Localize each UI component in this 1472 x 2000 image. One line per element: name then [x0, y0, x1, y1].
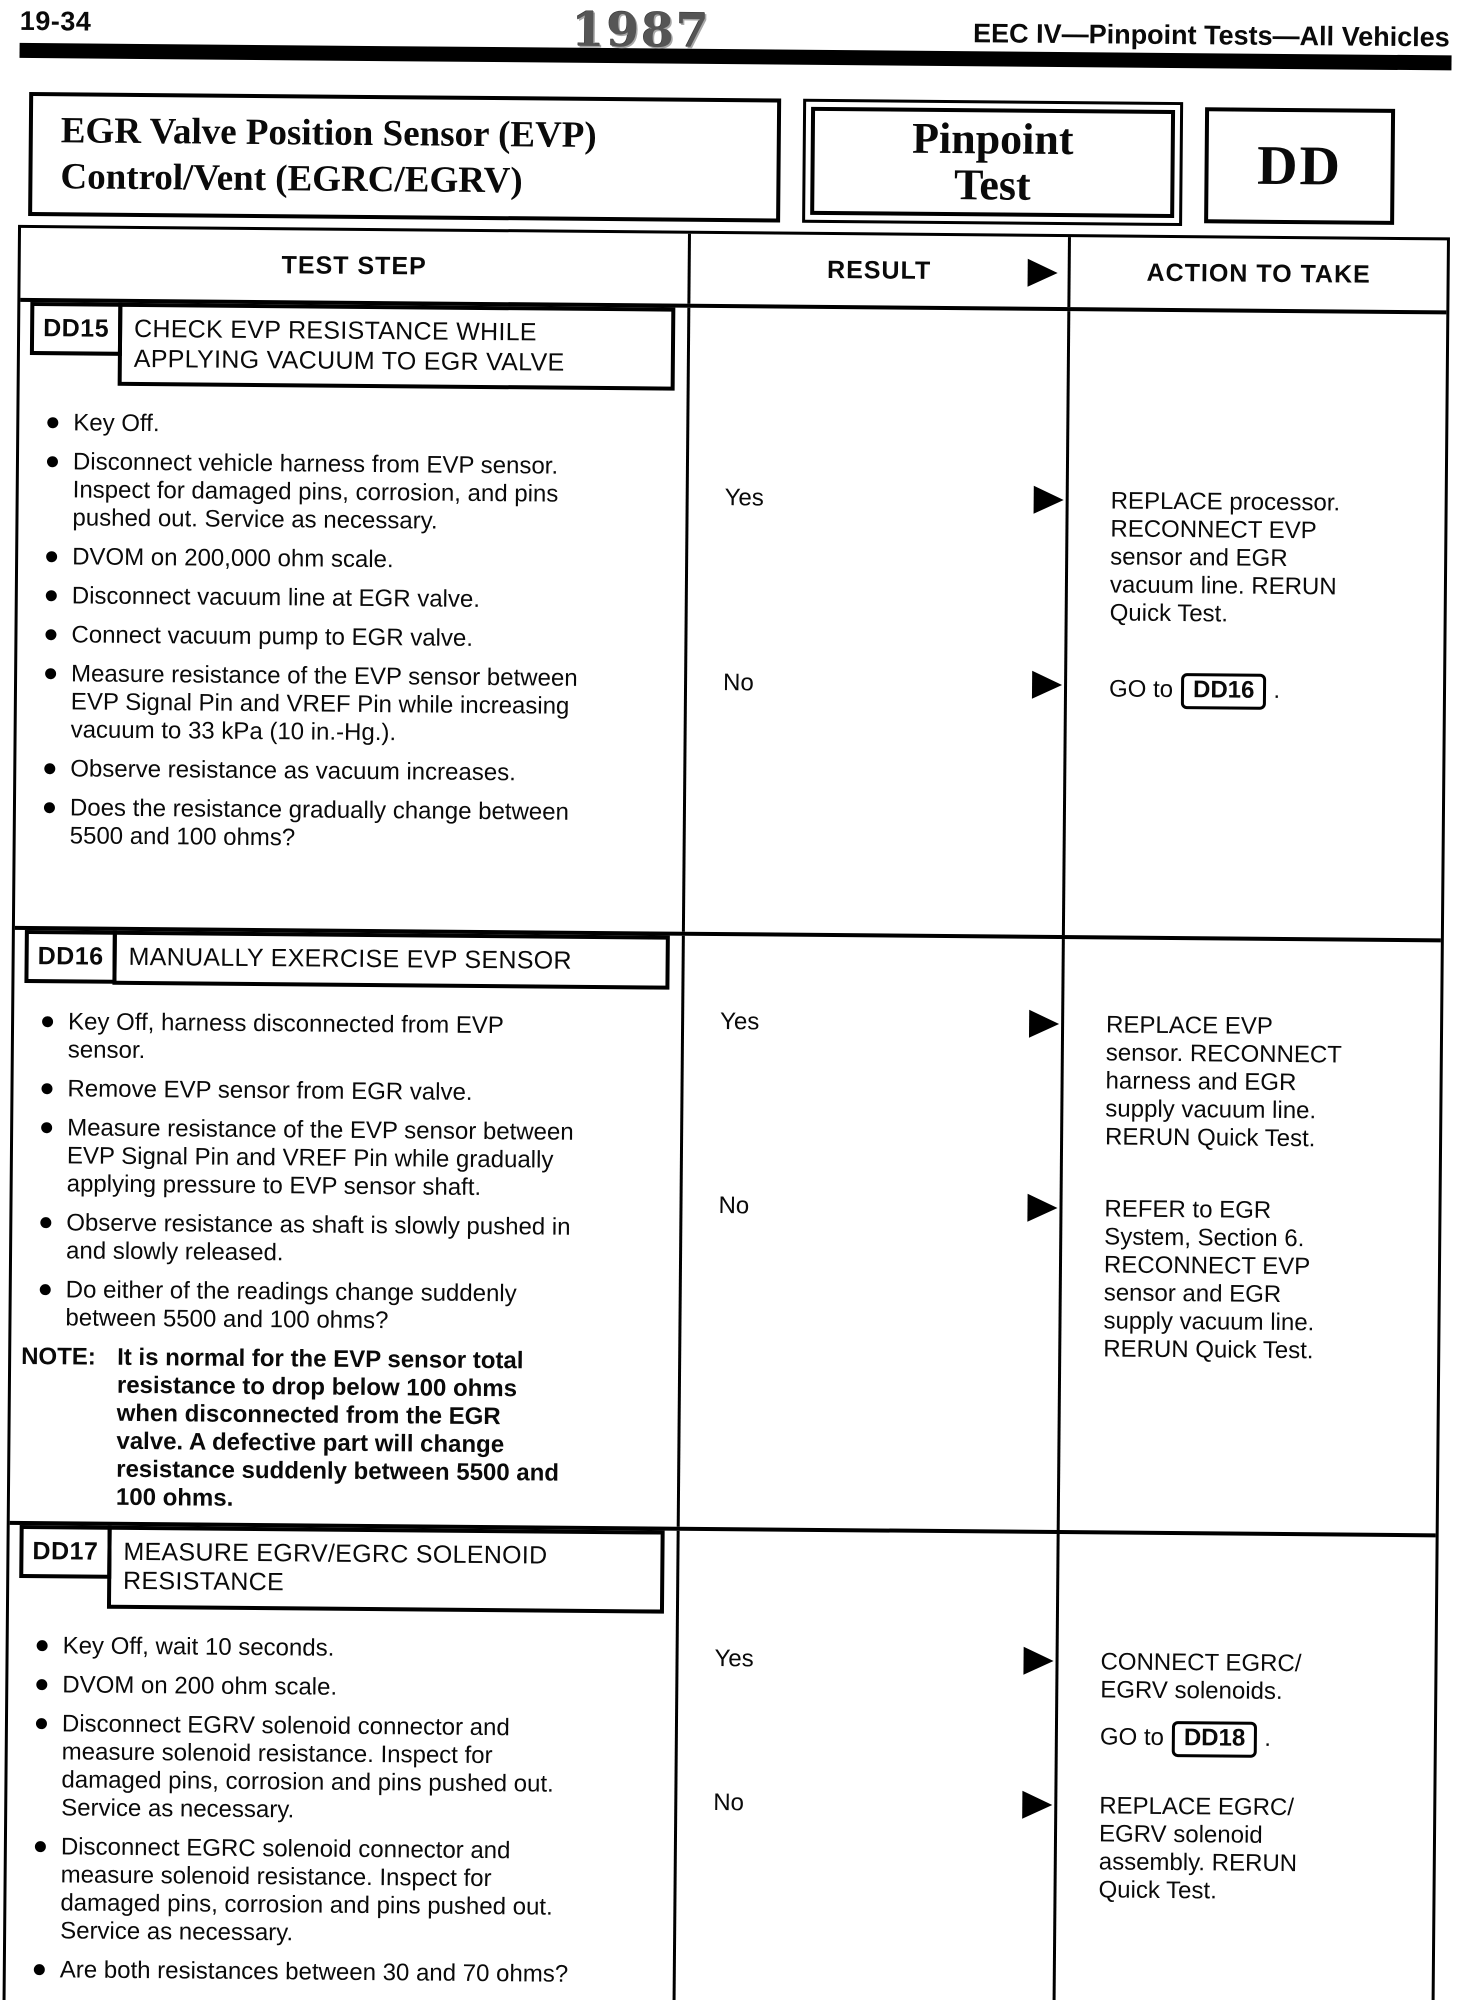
- pinpoint-test-box: [802, 99, 1183, 226]
- action-cell: [1065, 311, 1446, 938]
- test-step-item: [23, 1074, 668, 1108]
- step-text: Connect vacuum pump to EGR valve.: [71, 621, 474, 652]
- result-arrow-icon: [1027, 1194, 1057, 1222]
- result-arrow-icon: [1022, 1790, 1052, 1818]
- step-header: [19, 1524, 665, 1613]
- test-step-item: [17, 1709, 663, 1827]
- manual-page: [2, 0, 1451, 2000]
- page-number: 19-34: [19, 5, 92, 37]
- action-text: REFER to EGR System, Section 6. RECONNECT EVP sensor and EGR supply vacuum line. RERUN Quick Test.: [1103, 1195, 1315, 1365]
- result-entry-yes: [684, 1008, 1061, 1041]
- step-text: Observe resistance as shaft is slowly pushed in and slowly released.: [65, 1208, 571, 1266]
- test-step-cell: [10, 930, 685, 1526]
- bullet-icon: [46, 590, 57, 601]
- goto-action: [1100, 1720, 1426, 1759]
- step-list: [16, 1631, 664, 1989]
- result-entry-yes: [689, 484, 1066, 517]
- step-text: Observe resistance as vacuum increases.: [70, 755, 516, 787]
- step-header: [30, 302, 676, 391]
- result-cell: [675, 1530, 1059, 2000]
- step-text: Remove EVP sensor from EGR valve.: [67, 1074, 473, 1106]
- bullet-icon: [41, 1083, 52, 1094]
- test-step-item: [28, 582, 673, 616]
- action-entry-yes: [1110, 487, 1437, 630]
- test-step-item: [21, 1275, 666, 1337]
- result-label-no: No: [713, 1788, 745, 1816]
- column-header-result-label: RESULT: [826, 255, 932, 285]
- test-step-item: [27, 660, 673, 750]
- bullet-icon: [45, 668, 56, 679]
- action-text: CONNECT EGRC/ EGRV solenoids.: [1100, 1647, 1302, 1705]
- step-text: Measure resistance of the EVP sensor between EVP Signal Pin and VREF Pin while increasing vacuum to 33 kPa (10 in.-Hg.).: [70, 660, 578, 747]
- test-step-item: [18, 1670, 663, 1704]
- test-step-item: [27, 621, 672, 655]
- year-stamp: 1987: [571, 2, 711, 59]
- test-step-item: [26, 794, 671, 856]
- goto-suffix: .: [1264, 1724, 1272, 1752]
- running-head-title: EEC IV—Pinpoint Tests—All Vehicles: [972, 18, 1450, 53]
- test-section-dd17: [6, 1520, 1436, 2000]
- title-block-row: [28, 92, 1451, 228]
- step-list: [26, 409, 675, 856]
- column-header-action: ACTION TO TAKE: [1146, 258, 1371, 289]
- action-cell: [1060, 939, 1441, 1533]
- result-arrow-icon: [1023, 1646, 1053, 1674]
- test-code-box: DD: [1204, 107, 1395, 225]
- test-step-item: [29, 409, 674, 443]
- result-label-no: No: [718, 1192, 750, 1220]
- pinpoint-test-table: [2, 225, 1450, 2000]
- result-arrow-icon: [1028, 259, 1058, 287]
- bullet-icon: [42, 1016, 53, 1027]
- step-text: Key Off.: [73, 409, 160, 438]
- step-id-badge: DD15: [30, 302, 122, 356]
- test-step-item: [19, 1631, 664, 1665]
- step-text: DVOM on 200 ohm scale.: [62, 1670, 338, 1701]
- bullet-icon: [41, 1122, 52, 1133]
- test-step-item: [22, 1208, 667, 1270]
- goto-reference-dd18: DD18: [1172, 1721, 1258, 1758]
- action-entry-no: [1103, 1195, 1430, 1366]
- note-text: It is normal for the EVP sensor total resistance to drop below 100 ohms when disconnected from the EGR valve. A defective part will change resistance suddenly between 5500 and 100 ohms.: [115, 1343, 560, 1512]
- bullet-icon: [46, 551, 57, 562]
- bullet-icon: [47, 417, 58, 428]
- bullet-icon: [40, 1217, 51, 1228]
- goto-reference-dd16: DD16: [1181, 673, 1267, 710]
- action-entry-yes: [1100, 1648, 1427, 1759]
- test-step-item: [28, 543, 673, 577]
- step-text: Key Off, wait 10 seconds.: [62, 1631, 335, 1662]
- column-header-result: [690, 234, 1071, 307]
- note-label: NOTE:: [21, 1342, 96, 1371]
- step-text: Measure resistance of the EVP sensor between EVP Signal Pin and VREF Pin while gradually applying pressure to EVP sensor shaft.: [66, 1113, 574, 1201]
- result-label-yes: Yes: [724, 484, 764, 512]
- step-text: Do either of the readings change suddenly between 5500 and 100 ohms?: [65, 1275, 517, 1334]
- table-header-row: [20, 228, 1447, 310]
- step-text: Key Off, harness disconnected from EVP sensor.: [67, 1007, 504, 1064]
- test-step-item: [16, 1832, 662, 1950]
- bullet-icon: [34, 1964, 45, 1975]
- result-entry-yes: [678, 1644, 1055, 1677]
- test-step-item: [16, 1955, 661, 1989]
- bullet-icon: [44, 763, 55, 774]
- step-title: MANUALLY EXERCISE EVP SENSOR: [112, 931, 670, 989]
- pinpoint-test-label: Pinpoint Test: [810, 107, 1175, 218]
- test-step-cell: [15, 302, 690, 932]
- bullet-icon: [44, 802, 55, 813]
- test-section-dd16: [10, 926, 1441, 1533]
- step-text: Disconnect vehicle harness from EVP sensor. Inspect for damaged pins, corrosion, and pins pushed out. Service as necessary.: [72, 448, 559, 535]
- test-step-item: [28, 448, 674, 538]
- bullet-icon: [35, 1841, 46, 1852]
- bullet-icon: [40, 1284, 51, 1295]
- bullet-icon: [45, 629, 56, 640]
- bullet-icon: [36, 1679, 47, 1690]
- step-text: Disconnect EGRV solenoid connector and measure solenoid resistance. Inspect for damaged pins, corrosion and pins pushed out. Service as necessary.: [61, 1709, 554, 1823]
- result-label-yes: Yes: [714, 1644, 754, 1672]
- step-text: DVOM on 200,000 ohm scale.: [72, 543, 394, 574]
- test-step-item: [23, 1113, 669, 1203]
- result-entry-no: [677, 1788, 1054, 1821]
- result-arrow-icon: [1034, 486, 1064, 514]
- result-cell: [685, 308, 1070, 935]
- goto-action: [1109, 672, 1435, 711]
- test-step-cell: [6, 1524, 680, 2000]
- result-arrow-icon: [1029, 1010, 1059, 1038]
- action-entry-no: [1098, 1792, 1425, 1907]
- result-entry-no: [682, 1192, 1059, 1225]
- step-header: [24, 930, 669, 989]
- bullet-icon: [47, 456, 58, 467]
- action-entry-no: [1109, 672, 1435, 711]
- step-title: CHECK EVP RESISTANCE WHILE APPLYING VACUUM TO EGR VALVE: [118, 303, 676, 391]
- note-block: [20, 1342, 666, 1516]
- action-text: REPLACE EGRC/ EGRV solenoid assembly. RERUN Quick Test.: [1098, 1791, 1298, 1904]
- goto-prefix: GO to: [1099, 1722, 1165, 1751]
- step-text: Disconnect vacuum line at EGR valve.: [71, 582, 481, 613]
- action-cell: [1055, 1534, 1435, 2000]
- result-entry-no: [687, 669, 1064, 702]
- step-text: Does the resistance gradually change between 5500 and 100 ohms?: [69, 794, 570, 852]
- step-id-badge: DD17: [19, 1524, 111, 1578]
- result-arrow-icon: [1032, 671, 1062, 699]
- action-text: REPLACE EVP sensor. RECONNECT harness and EGR supply vacuum line. RERUN Quick Test.: [1105, 1011, 1343, 1153]
- result-label-yes: Yes: [719, 1008, 760, 1036]
- test-section-dd15: [15, 298, 1446, 938]
- action-text: REPLACE processor. RECONNECT EVP sensor and EGR vacuum line. RERUN Quick Test.: [1109, 487, 1341, 628]
- test-step-item: [26, 755, 671, 789]
- test-name-box: EGR Valve Position Sensor (EVP) Control/Vent (EGRC/EGRV): [28, 92, 781, 223]
- bullet-icon: [37, 1640, 48, 1651]
- step-text: Are both resistances between 30 and 70 ohms?: [59, 1955, 569, 1988]
- result-label-no: No: [722, 669, 754, 697]
- action-entry-yes: [1105, 1011, 1432, 1154]
- step-title: MEASURE EGRV/EGRC SOLENOID RESISTANCE: [107, 1525, 665, 1613]
- column-header-test-step: TEST STEP: [20, 228, 691, 304]
- test-step-item: [24, 1007, 669, 1069]
- result-cell: [680, 936, 1065, 1530]
- bullet-icon: [36, 1718, 47, 1729]
- step-text: Disconnect EGRC solenoid connector and measure solenoid resistance. Inspect for damaged pins, corrosion and pins pushed out. Service as necessary.: [60, 1832, 553, 1946]
- step-list: [21, 1007, 669, 1337]
- goto-prefix: GO to: [1108, 675, 1174, 704]
- step-id-badge: DD16: [24, 930, 116, 984]
- goto-suffix: .: [1273, 676, 1281, 704]
- test-sections: [6, 298, 1447, 2000]
